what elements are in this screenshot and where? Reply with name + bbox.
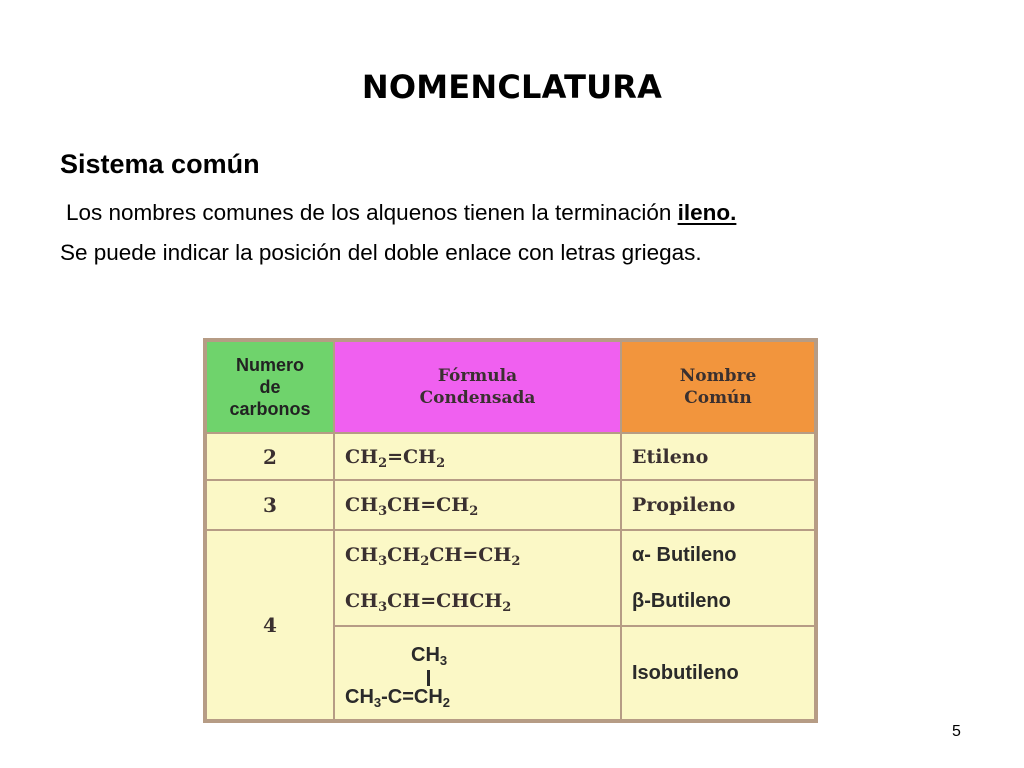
formula-cell-isobutylene	[334, 626, 621, 720]
name-alpha-butylene: α- Butileno	[632, 544, 737, 566]
header-carbon-count	[206, 341, 334, 433]
table-row	[206, 530, 815, 626]
main-chain: $CH_3-C=CH_2$	[345, 686, 451, 710]
name-cell: Propileno	[621, 480, 815, 530]
header-num-line3: carbonos	[229, 399, 311, 419]
branched-structure	[345, 628, 620, 718]
name-cell: Isobutileno	[621, 626, 815, 720]
table-row	[206, 433, 815, 480]
slide-subtitle: Sistema común	[60, 149, 260, 179]
body-line-ending	[66, 200, 736, 226]
ending-keyword: ileno.	[677, 200, 737, 225]
header-num-line1: Numero	[235, 355, 304, 375]
table-row	[206, 480, 815, 530]
carbon-count-cell: 2	[206, 433, 334, 480]
formula-alpha-butylene: $CH_3CH_2CH=CH_2$	[345, 544, 521, 569]
header-formula-line1: Fórmula	[437, 366, 518, 386]
alkene-names-table	[203, 338, 818, 723]
header-formula-line2: Condensada	[419, 388, 536, 408]
formula-cell: $CH_2=CH_2$	[334, 433, 621, 480]
methyl-branch: $CH_3$	[411, 644, 448, 668]
formula-cell: $CH_3CH=CH_2$	[334, 480, 621, 530]
name-beta-butylene: β-Butileno	[632, 590, 731, 612]
header-name-line1: Nombre	[679, 366, 757, 386]
header-num-line2: de	[259, 377, 281, 397]
header-condensed-formula	[334, 341, 621, 433]
carbon-count-cell: 3	[206, 480, 334, 530]
formula-cell	[334, 530, 621, 626]
carbon-count-cell: 4	[206, 530, 334, 720]
page-number: 5	[952, 723, 961, 740]
name-cell	[621, 530, 815, 626]
body-line-ending-text: Los nombres comunes de los alquenos tienen la terminación	[66, 200, 678, 225]
bond-line	[427, 670, 430, 686]
header-common-name	[621, 341, 815, 433]
name-cell: Etileno	[621, 433, 815, 480]
slide-title: NOMENCLATURA	[361, 68, 663, 106]
body-line-greek-letters: Se puede indicar la posición del doble enlace con letras griegas.	[60, 240, 702, 265]
formula-beta-butylene: $CH_3CH=CHCH_2$	[345, 590, 512, 615]
header-name-line2: Común	[684, 388, 752, 408]
